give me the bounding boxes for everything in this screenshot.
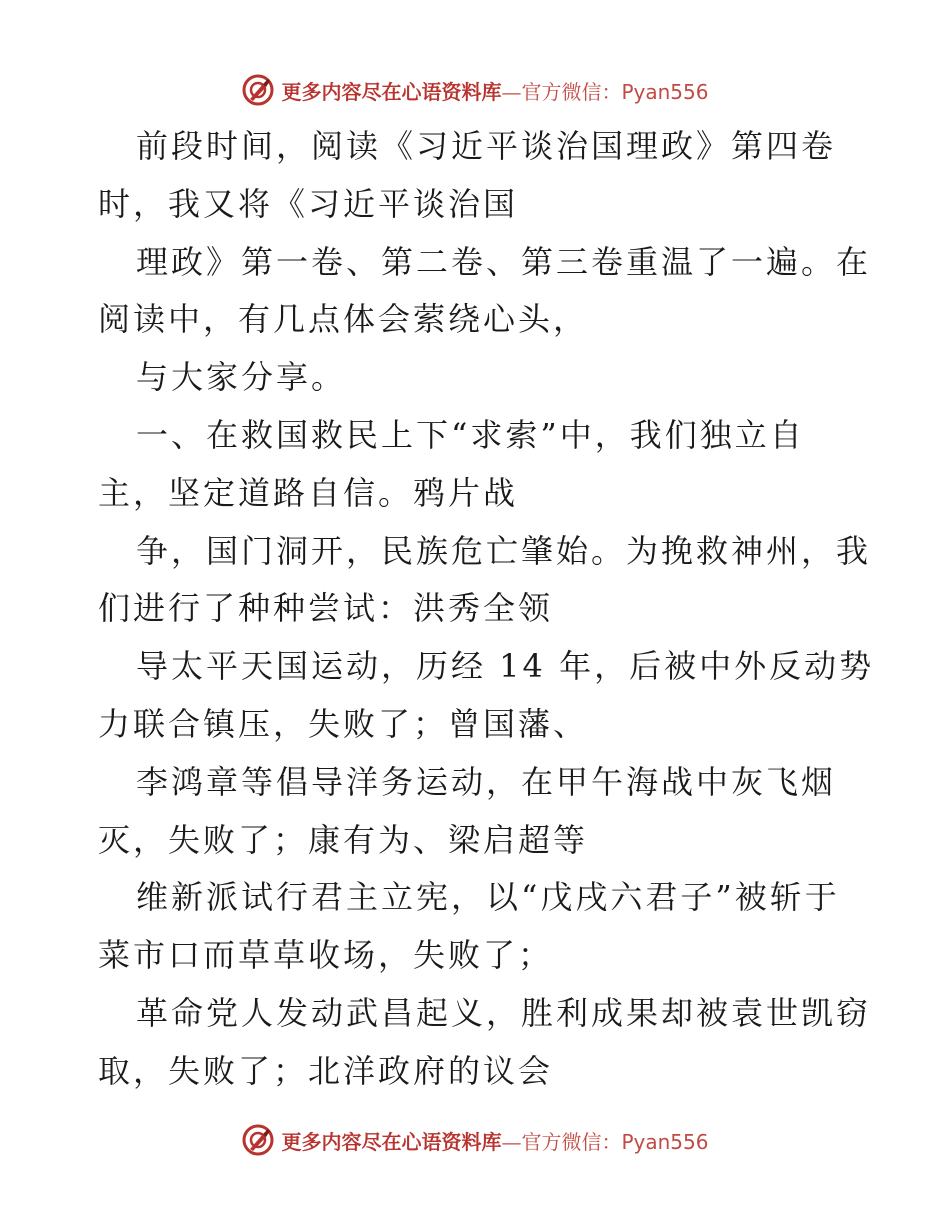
- brand-logo-icon: [241, 1123, 275, 1157]
- body-line: 导太平天国运动，历经 14 年，后被中外反动势: [136, 647, 875, 686]
- body-line: 菜市口而草草收场，失败了；: [98, 936, 554, 975]
- body-line: 革命党人发动武昌起义，胜利成果却被袁世凯窃: [136, 993, 872, 1032]
- body-line: 维新派试行君主立宪，以“戊戌六君子”被斩于: [136, 878, 840, 917]
- footer-contact: 官方微信：Pyan556: [521, 1129, 709, 1154]
- header-watermark: [0, 70, 950, 110]
- brand-logo-icon: [241, 73, 275, 107]
- body-line: 主，坚定道路自信。鸦片战: [98, 473, 519, 512]
- footer-watermark: [0, 1120, 950, 1160]
- body-line: 时，我又将《习近平谈治国: [98, 184, 519, 223]
- body-line: 取，失败了；北洋政府的议会: [98, 1051, 554, 1090]
- body-line: 灭，失败了；康有为、梁启超等: [98, 820, 589, 859]
- body-line: 争，国门洞开，民族危亡肇始。为挽救神州，我: [136, 531, 872, 570]
- body-line: 李鸿章等倡导洋务运动，在甲午海战中灰飞烟: [136, 762, 837, 801]
- header-text: [281, 76, 708, 105]
- header-contact: 官方微信：Pyan556: [521, 79, 709, 104]
- body-line: 阅读中，有几点体会萦绕心头，: [98, 300, 589, 339]
- body-line: 前段时间，阅读《习近平谈治国理政》第四卷: [136, 127, 837, 165]
- body-line: 们进行了种种尝试：洪秀全领: [98, 589, 554, 628]
- document-body: [98, 118, 875, 1101]
- footer-text: [281, 1126, 708, 1155]
- footer-brand: 更多内容尽在心语资料库: [281, 1129, 502, 1154]
- body-line: 理政》第一卷、第二卷、第三卷重温了一遍。在: [136, 242, 872, 281]
- header-separator: —: [501, 79, 522, 104]
- body-line: 与大家分享。: [136, 358, 347, 397]
- body-line: 力联合镇压，失败了；曾国藩、: [98, 704, 589, 743]
- footer-separator: —: [501, 1129, 522, 1154]
- header-brand: 更多内容尽在心语资料库: [281, 79, 502, 104]
- body-line: 一、在救国救民上下“求索”中，我们独立自: [136, 415, 805, 454]
